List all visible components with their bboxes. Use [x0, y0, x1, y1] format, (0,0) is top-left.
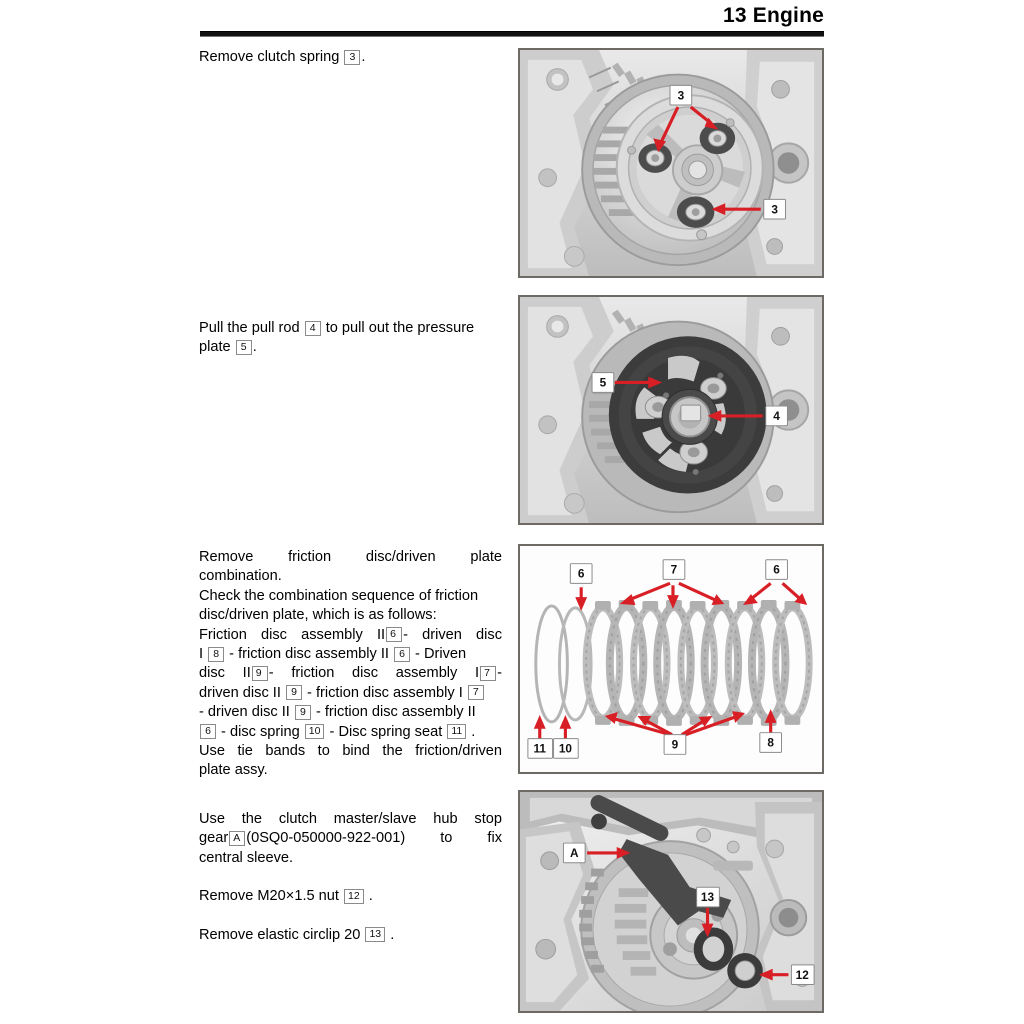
- callout-chip: 6: [386, 627, 402, 642]
- callout-label-text: 6: [773, 562, 780, 577]
- text-line: Remove elastic circlip 20 13 .: [199, 926, 395, 943]
- callout-label-text: 12: [795, 967, 809, 982]
- step-text-pull-rod: [199, 319, 502, 358]
- callout-label-text: 7: [670, 562, 678, 577]
- callout-label-text: 6: [577, 566, 585, 581]
- callout-label-text: 3: [677, 88, 685, 103]
- callout-label-4: [766, 406, 788, 426]
- callout-label-text: 8: [767, 735, 774, 750]
- callout-label-text: 10: [558, 741, 572, 756]
- text-line: I 8 - friction disc assembly II 6 - Driven: [199, 646, 467, 663]
- callout-label-text: 11: [533, 741, 546, 756]
- clutch-spring-figure: [518, 48, 824, 278]
- text-line: driven disc II 9 - friction disc assembly I 7: [199, 684, 502, 703]
- callout-label-text: 3: [771, 202, 778, 217]
- callout-chip: 5: [236, 340, 252, 355]
- callout-label-text: 9: [671, 737, 679, 752]
- callout-label-text: A: [570, 846, 579, 860]
- stop-gear-figure: [518, 790, 824, 1013]
- pressure-plate-illustration: [520, 297, 822, 523]
- callout-chip: 11: [447, 724, 466, 739]
- text-line: Use tie bands to bind the friction/driven: [199, 743, 502, 760]
- clutch-spring-illustration: [520, 50, 822, 276]
- callout-label-9: [664, 735, 686, 755]
- text-line: disc/driven plate, which is as follows:: [199, 607, 437, 624]
- callout-chip: 4: [305, 321, 321, 336]
- callout-label-7: [663, 560, 685, 580]
- callout-label-3-top: [670, 85, 692, 105]
- text-line: Check the combination sequence of friction: [199, 587, 479, 604]
- text-line: 6 - disc spring 10 - Disc spring seat 11 .: [199, 723, 502, 742]
- callout-label-13: [697, 887, 720, 907]
- text-line: Friction disc assembly II 6 - driven disc: [199, 626, 502, 643]
- callout-chip: 9: [295, 705, 311, 720]
- text-line: Remove M20×1.5 nut 12 .: [199, 888, 373, 905]
- callout-chip: 13: [365, 927, 385, 942]
- stop-gear-illustration: [520, 792, 822, 1011]
- callout-label-10: [554, 739, 579, 759]
- callout-label-text: 5: [599, 375, 607, 390]
- callout-chip: A: [229, 831, 245, 846]
- callout-label-5: [592, 373, 614, 393]
- text-line: plate assy.: [199, 762, 268, 779]
- step-text-friction-disc: [199, 548, 502, 781]
- callout-chip: 12: [344, 889, 364, 904]
- text-line: central sleeve.: [199, 849, 294, 866]
- callout-chip: 6: [394, 647, 410, 662]
- callout-label-3-right: [764, 199, 786, 219]
- text-line: Pull the pull rod 4 to pull out the pressure: [199, 320, 475, 336]
- step-text-stop-gear: [199, 810, 502, 945]
- disc-stack-figure: [518, 544, 824, 774]
- callout-chip: 9: [286, 685, 302, 700]
- text-line: Remove friction disc/driven plate: [199, 549, 502, 565]
- disc-stack-illustration: [520, 546, 822, 772]
- callout-chip: 10: [305, 724, 325, 739]
- callout-chip: 9: [252, 666, 268, 681]
- header-divider: [200, 31, 824, 37]
- text-line: plate 5 .: [199, 339, 257, 356]
- callout-label-text: 4: [773, 409, 780, 423]
- text-line: - driven disc II 9 - friction disc assembly II: [199, 704, 476, 721]
- callout-label-6-right: [766, 560, 788, 580]
- callout-label-8: [760, 733, 782, 753]
- text-line: combination.: [199, 568, 282, 585]
- callout-label-12: [791, 965, 814, 985]
- callout-chip: 8: [208, 647, 224, 662]
- callout-chip: 7: [480, 666, 496, 681]
- callout-chip: 7: [468, 685, 484, 700]
- pressure-plate-figure: [518, 295, 824, 525]
- page-header: [200, 4, 824, 37]
- page-title: 13 Engine: [723, 4, 824, 27]
- text-line: gear A (0SQ0-050000-922-001) to fix: [199, 830, 502, 847]
- step-text-clutch-spring: [199, 48, 499, 67]
- callout-label-A: [563, 843, 585, 863]
- callout-label-11: [528, 739, 553, 759]
- callout-chip: 6: [200, 724, 216, 739]
- callout-label-text: 13: [700, 890, 715, 905]
- text-line: disc II 9 - friction disc assembly I 7 -: [199, 665, 502, 682]
- text-line: Use the clutch master/slave hub stop: [199, 811, 502, 827]
- callout-label-6-left: [570, 564, 592, 584]
- callout-chip: 3: [344, 50, 360, 65]
- text-line: Remove clutch spring 3 .: [199, 49, 366, 65]
